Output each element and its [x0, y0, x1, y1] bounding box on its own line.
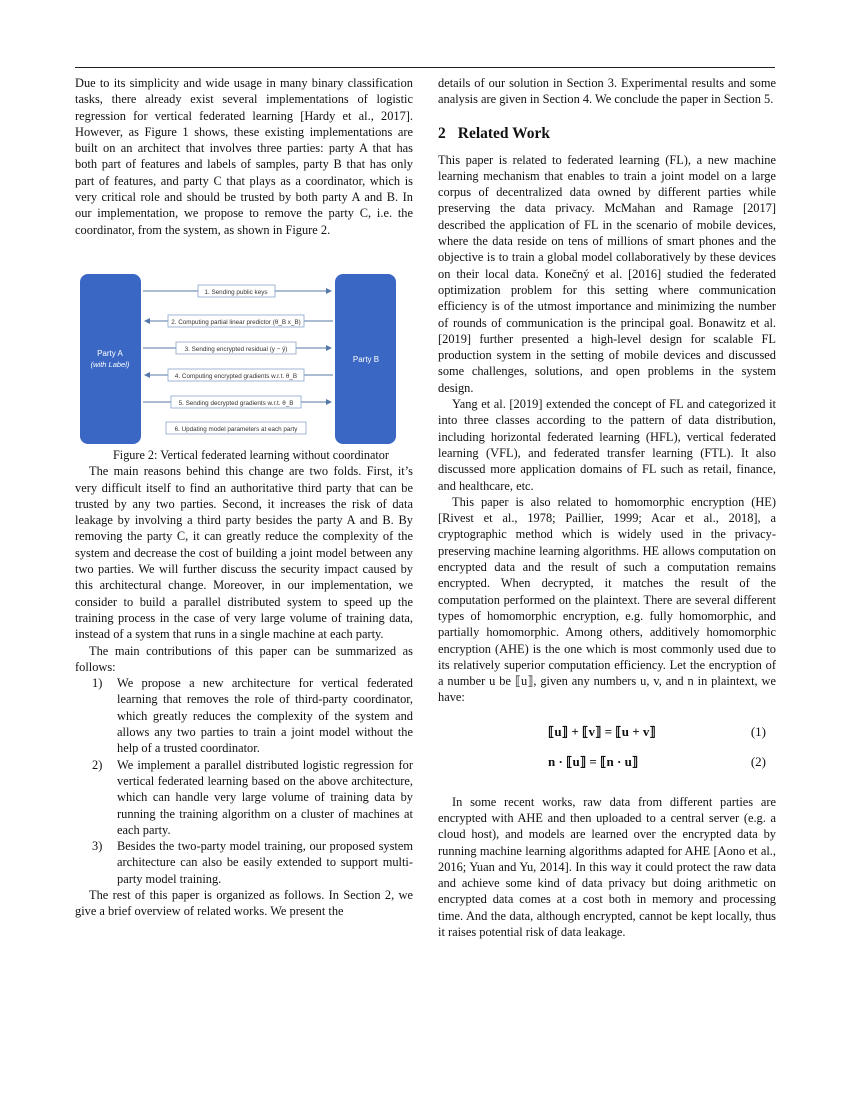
he-paragraph: This paper is also related to homomorphic encryption (HE) [Rivest et al., 1978; Paillier, 1999; Acar et al., 2018], a cryptographic method which is widely used in the privacy-preserving machine learning algorithms. HE allows computation on encrypted data and the result of such a computation remains encrypted. When decrypted, it matches the result of the computation performed on the plaintext. There are several different types of homomorphic encryption, e.g. fully homomorphic, and partially homomorphic. Among others, additively homomorphic encryption (AHE) is the one which is most commonly used due to its relatively superior computation efficiency. Let the encryption of a number u be ⟦u⟧, given any numbers u, v, and n in plaintext, we have:	[438, 494, 776, 705]
equation-1	[438, 718, 776, 748]
step-5-label: 5. Sending decrypted gradients w.r.t. θ_B	[178, 399, 294, 407]
contributions-intro: The main contributions of this paper can be summarized as follows:	[75, 643, 413, 674]
header-rule	[75, 67, 775, 68]
contributions-list	[75, 675, 413, 887]
step-2-label: 2. Computing partial linear predictor (θ_B x_B)	[171, 318, 301, 326]
equation-1-body: ⟦u⟧ + ⟦v⟧ = ⟦u + v⟧	[548, 723, 656, 739]
section-number: 2	[438, 124, 446, 142]
step-3-label: 3. Sending encrypted residual (y − ŷ)	[184, 345, 288, 353]
figure-2	[75, 272, 413, 447]
list-item-number: 2)	[92, 757, 103, 772]
party-a-label: Party A	[97, 348, 123, 358]
equation-2-number: (2)	[750, 753, 766, 769]
ahe-paragraph: In some recent works, raw data from different parties are encrypted with AHE and then uploaded to a central server (e.g. a cloud host), and models are learned over the encrypted data by running machine learning algorithms adapted for AHE [Aono et al., 2016; Yuan and Yu, 2014]. In this way it could protect the raw data and achieve some kind of data privacy but doing arithmetic on encrypted data comes at a cost both in memory and processing time. And the data, although encrypted, cannot be kept locally, thus it raises potential risk of data leakage.	[438, 794, 776, 940]
party-a-box	[80, 274, 141, 444]
reasons-paragraph: The main reasons behind this change are two folds. First, it’s very difficult itself to find an authoritative third party that can be trusted by any two parties. Second, it increases the risk of data leakage by involving a third party besides the party A and B. By removing the party C, it can greatly reduce the complexity of the system and decrease the cost of building a joint model between any two parties. We will further discuss the security impact caused by this architectural change. Moreover, in our implementation, we consider to build a parallel distributed system to speed up the training process in the case of very large volume of training data, instead of a system that runs in a single machine at each party.	[75, 464, 413, 642]
list-item-number: 1)	[92, 676, 103, 691]
continuation-paragraph: details of our solution in Section 3. Experimental results and some analysis are given in Section 4. We conclude the paper in Section 5.	[438, 76, 776, 107]
list-item-number: 3)	[92, 839, 103, 854]
equation-1-number: (1)	[750, 723, 766, 739]
step-4-label: 4. Computing encrypted gradients w.r.t. θ_B	[174, 372, 298, 380]
list-item	[75, 675, 413, 756]
section-title: Related Work	[457, 124, 551, 142]
fl-paragraph: This paper is related to federated learning (FL), a new machine learning mechanism that enables to train a joint model on a large corpus of decentralized data owned by different parties while preserving the data privacy. McMahan and Ramage [2017] described the application of FL in the scenario of mobile devices, where the data reside on tens of millions of smart phones and the objective is to train a global model collaboratively by these devices on their local data. Konečný et al. [2016] studied the federated optimization problem for this setting where communication efficiency is of the utmost importance and minimizing the number of rounds of communication is the principal goal. Bonawitz et al. [2019] further presented a high-level design for scalable FL production system in the setting of mobile devices and discussed some challenges, solutions, and open problems in the system design.	[438, 152, 776, 395]
section-heading	[438, 124, 776, 144]
organization-paragraph: The rest of this paper is organized as follows. In Section 2, we give a brief overview of related works. We present the	[75, 887, 413, 919]
step-6-label: 6. Updating model parameters at each party	[174, 425, 298, 433]
list-item-text: We propose a new architecture for vertical federated learning that removes the role of third-party coordinator, which greatly reduces the complexity of the system and allows any two parties to train a joint model without the help of a trusted coordinator.	[117, 676, 413, 756]
right-column	[438, 75, 776, 940]
equation-2	[438, 748, 776, 778]
step-1-label: 1. Sending public keys	[204, 288, 268, 296]
list-item	[75, 838, 413, 887]
equations	[438, 718, 776, 778]
left-column	[75, 75, 413, 920]
intro-paragraph: Due to its simplicity and wide usage in many binary classification tasks, there already exist several implementations of logistic regression for vertical federated learning [Hardy et al., 2017]. However, as Figure 1 shows, these existing implementations are built on an architect that involves three parties: party A that has both part of features and labels of samples, party B that has only part of features, and party C that plays as a coordinator, which is very critical role and should be trusted by both party A and B. In our implementation, we propose to remove the party C, i.e. the coordinator, from the system, as shown in Figure 2.	[75, 76, 413, 237]
list-item-text: Besides the two-party model training, our proposed system architecture can also be easily extended to support multi-party model training.	[117, 839, 413, 886]
list-item	[75, 757, 413, 838]
figure-caption: Figure 2: Vertical federated learning without coordinator	[113, 447, 389, 462]
equation-2-body: n · ⟦u⟧ = ⟦n · u⟧	[548, 753, 639, 769]
party-b-label: Party B	[352, 354, 380, 364]
yang-paragraph: Yang et al. [2019] extended the concept of FL and categorized it into three classes according to the pattern of data distribution, including horizontal federated learning (HFL), vertical federated learning (VFL), and federated transfer learning (FTL). It also discussed more application domains of FL such as retail, finance, and healthcare, etc.	[438, 397, 776, 493]
list-item-text: We implement a parallel distributed logistic regression for vertical federated learning based on the above architecture, which can handle very large volume of training data by running the training algorithm on a cluster of machines at each party.	[117, 757, 413, 837]
party-a-sublabel: (with Label)	[90, 359, 130, 369]
vfl-diagram	[75, 272, 413, 447]
